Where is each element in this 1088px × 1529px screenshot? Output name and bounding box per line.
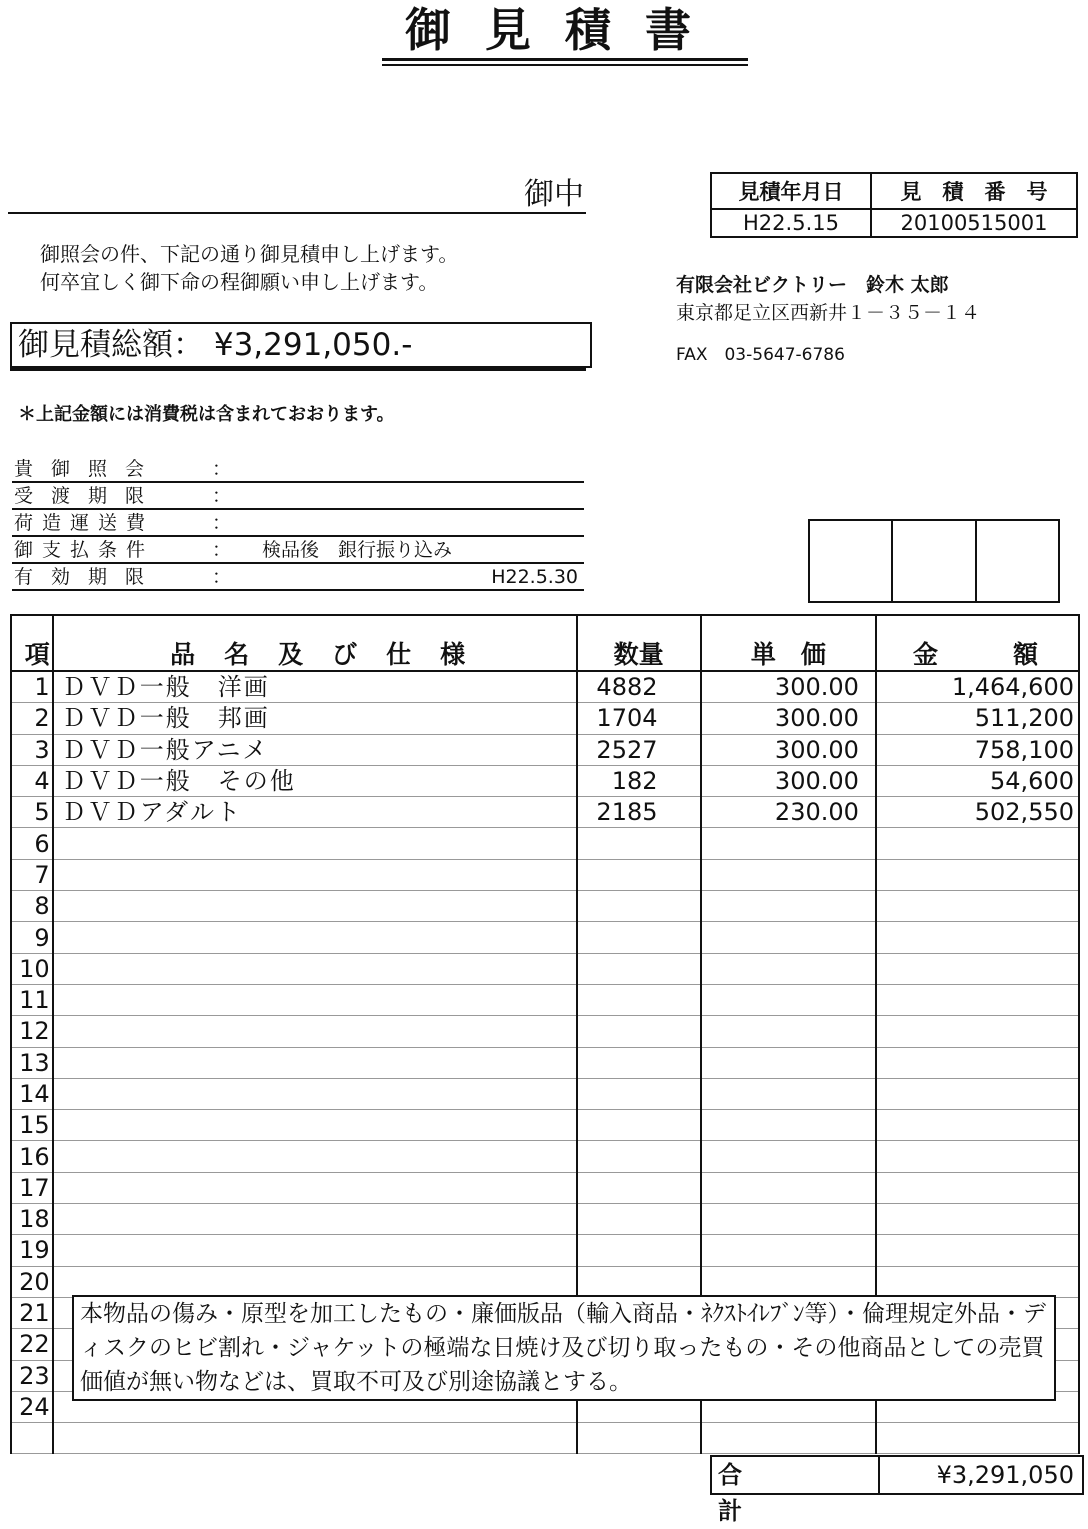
row-no: 1	[11, 671, 53, 703]
row-no: 6	[11, 828, 53, 859]
row-amount	[876, 922, 1079, 953]
row-qty	[577, 1078, 701, 1109]
row-no: 22	[11, 1329, 53, 1360]
table-row	[11, 828, 1079, 859]
row-name	[53, 984, 577, 1015]
row-qty-value: 2527	[596, 735, 658, 764]
approval-stamp-boxes	[808, 519, 1060, 603]
condition-colon: ：	[212, 566, 232, 588]
table-row	[11, 1110, 1079, 1141]
row-name	[53, 922, 577, 953]
row-price: 300.00	[701, 765, 876, 796]
greeting-line-2: 何卒宜しく御下命の程御願い申し上げます。	[40, 270, 439, 294]
table-row	[11, 1235, 1079, 1266]
row-no: 15	[11, 1110, 53, 1141]
condition-label: 貴御照会	[14, 458, 163, 480]
estimate-total-value: ¥3,291,050.-	[213, 327, 413, 363]
row-price	[701, 1016, 876, 1047]
row-name: ＤＶＤアダルト	[53, 797, 577, 828]
row-price	[701, 984, 876, 1015]
estimate-date-value: H22.5.15	[711, 209, 871, 237]
row-qty	[577, 984, 701, 1015]
row-no: 11	[11, 984, 53, 1015]
greeting-line-1: 御照会の件、下記の通り御見積申し上げます。	[40, 242, 459, 266]
row-amount: 758,100	[876, 734, 1079, 765]
table-row	[11, 671, 1079, 703]
row-no: 4	[11, 765, 53, 796]
condition-row	[12, 455, 584, 483]
table-row	[11, 891, 1079, 922]
row-name	[53, 1235, 577, 1266]
row-amount	[876, 828, 1079, 859]
recipient-underline	[8, 212, 586, 214]
row-amount	[876, 1235, 1079, 1266]
condition-colon: ：	[212, 512, 232, 534]
row-price	[701, 1235, 876, 1266]
row-qty-value: 4882	[596, 673, 658, 702]
row-amount	[876, 859, 1079, 890]
row-no: 8	[11, 891, 53, 922]
table-row	[11, 1266, 1079, 1297]
title-underline-second	[382, 64, 748, 66]
condition-colon: ：	[212, 485, 232, 507]
table-row	[11, 984, 1079, 1015]
row-price	[701, 922, 876, 953]
recipient-suffix: 御中	[524, 177, 584, 212]
condition-label: 有効期限	[14, 566, 163, 588]
condition-row	[12, 563, 584, 591]
row-name	[53, 1078, 577, 1109]
header-name: 品 名 及 び 仕 様	[53, 615, 577, 671]
sender-fax: FAX 03-5647-6786	[676, 345, 845, 365]
table-row	[11, 1172, 1079, 1203]
grand-total-value: ¥3,291,050	[936, 1461, 1074, 1489]
condition-label: 御支払条件	[14, 539, 155, 561]
row-qty	[577, 1423, 701, 1454]
condition-colon: ：	[212, 458, 232, 480]
row-name	[53, 828, 577, 859]
grand-total-box	[710, 1455, 1084, 1525]
row-qty-value: 182	[611, 767, 658, 796]
row-amount	[876, 1078, 1079, 1109]
table-row	[11, 1047, 1079, 1078]
row-amount	[876, 984, 1079, 1015]
table-row	[11, 765, 1079, 796]
row-price	[701, 828, 876, 859]
row-price	[701, 1078, 876, 1109]
row-qty	[577, 891, 701, 922]
row-no: 24	[11, 1391, 53, 1422]
row-qty	[577, 922, 701, 953]
table-row	[11, 797, 1079, 828]
row-qty	[577, 1141, 701, 1172]
condition-value: H22.5.30	[491, 566, 578, 588]
title-underline	[382, 58, 748, 61]
row-price	[701, 1141, 876, 1172]
row-qty	[577, 797, 701, 828]
estimate-date-label: 見積年月日	[711, 173, 871, 209]
table-row	[11, 1078, 1079, 1109]
row-price	[701, 1172, 876, 1203]
table-row	[11, 922, 1079, 953]
row-name: ＤＶＤ一般 その他	[53, 765, 577, 796]
row-qty	[577, 859, 701, 890]
row-name	[53, 859, 577, 890]
row-no: 13	[11, 1047, 53, 1078]
row-no: 17	[11, 1172, 53, 1203]
row-no: 3	[11, 734, 53, 765]
sender-company: 有限会社ビクトリー 鈴木 太郎	[676, 274, 949, 296]
row-no: 18	[11, 1204, 53, 1235]
row-amount	[876, 953, 1079, 984]
row-price: 230.00	[701, 797, 876, 828]
row-qty-value: 1704	[596, 704, 658, 733]
header-qty: 数量	[577, 615, 701, 671]
sender-address: 東京都足立区西新井１－３５－１４	[676, 302, 981, 324]
row-qty	[577, 1266, 701, 1297]
row-name	[53, 891, 577, 922]
row-qty-value: 2185	[596, 798, 658, 827]
row-no: 7	[11, 859, 53, 890]
row-no: 5	[11, 797, 53, 828]
row-no: 23	[11, 1360, 53, 1391]
row-amount: 54,600	[876, 765, 1079, 796]
row-price	[701, 1423, 876, 1454]
estimate-number-label: 見 積 番 号	[871, 173, 1077, 209]
row-amount	[876, 891, 1079, 922]
row-price: 300.00	[701, 671, 876, 703]
row-price	[701, 1266, 876, 1297]
grand-total-label: 合計	[712, 1457, 880, 1493]
document-title: 御見積書	[405, 3, 725, 57]
row-qty	[577, 1172, 701, 1203]
table-row	[11, 1016, 1079, 1047]
row-amount	[876, 1266, 1079, 1297]
table-row	[11, 1141, 1079, 1172]
header-amount: 金 額	[876, 615, 1079, 671]
row-price	[701, 1110, 876, 1141]
table-row	[11, 734, 1079, 765]
condition-row	[12, 482, 584, 510]
table-header-row	[11, 615, 1079, 671]
row-amount	[876, 1016, 1079, 1047]
row-qty	[577, 765, 701, 796]
row-price: 300.00	[701, 734, 876, 765]
row-amount	[876, 1047, 1079, 1078]
table-row	[11, 1204, 1079, 1235]
row-no: 2	[11, 703, 53, 734]
row-qty	[577, 1016, 701, 1047]
row-price	[701, 1047, 876, 1078]
disclaimer-note: 本物品の傷み・原型を加工したもの・廉価版品（輸入商品・ﾈｸｽﾄｲﾚﾌﾞﾝ等）・倫理規定外品・ディスクのヒビ割れ・ジャケットの極端な日焼け及び切り取ったもの・その他商品としての売買価値が無い物などは、買取不可及び別途協議とする。	[72, 1295, 1056, 1401]
row-name: ＤＶＤ一般 洋画	[53, 671, 577, 703]
row-name	[53, 1016, 577, 1047]
row-qty	[577, 828, 701, 859]
condition-row	[12, 509, 584, 537]
total-underline	[10, 368, 586, 371]
row-qty	[577, 1204, 701, 1235]
row-price	[701, 859, 876, 890]
row-qty	[577, 1110, 701, 1141]
row-amount	[876, 1110, 1079, 1141]
table-row	[11, 859, 1079, 890]
row-no: 20	[11, 1266, 53, 1297]
estimate-total-box	[10, 322, 592, 368]
row-name: ＤＶＤ一般 邦画	[53, 703, 577, 734]
estimate-meta-table	[710, 172, 1078, 238]
row-amount: 1,464,600	[876, 671, 1079, 703]
row-amount	[876, 1172, 1079, 1203]
row-qty	[577, 1047, 701, 1078]
row-no: 19	[11, 1235, 53, 1266]
row-qty	[577, 703, 701, 734]
row-qty	[577, 1235, 701, 1266]
stamp-box	[810, 521, 893, 601]
table-row	[11, 703, 1079, 734]
row-amount: 502,550	[876, 797, 1079, 828]
row-no	[11, 1423, 53, 1454]
row-amount	[876, 1423, 1079, 1454]
row-no: 10	[11, 953, 53, 984]
condition-label: 荷造運送費	[14, 512, 155, 534]
stamp-box	[893, 521, 976, 601]
estimate-total-label: 御見積総額：	[18, 327, 204, 363]
estimate-number-value: 20100515001	[871, 209, 1077, 237]
row-qty	[577, 671, 701, 703]
header-no: 項	[11, 615, 53, 671]
row-name	[53, 1141, 577, 1172]
row-price	[701, 953, 876, 984]
row-amount	[876, 1141, 1079, 1172]
row-name	[53, 1423, 577, 1454]
row-name: ＤＶＤ一般アニメ	[53, 734, 577, 765]
row-name	[53, 1110, 577, 1141]
row-name	[53, 953, 577, 984]
row-no: 14	[11, 1078, 53, 1109]
row-qty	[577, 953, 701, 984]
condition-row	[12, 536, 584, 564]
row-name	[53, 1047, 577, 1078]
condition-value: 検品後 銀行振り込み	[262, 539, 453, 561]
row-amount	[876, 1204, 1079, 1235]
row-no: 12	[11, 1016, 53, 1047]
tax-note: ＊上記金額には消費税は含まれておおります。	[18, 404, 395, 425]
table-row	[11, 1423, 1079, 1454]
row-no: 9	[11, 922, 53, 953]
stamp-box	[977, 521, 1058, 601]
table-row	[11, 953, 1079, 984]
row-name	[53, 1266, 577, 1297]
row-price	[701, 1204, 876, 1235]
condition-colon: ：	[212, 539, 232, 561]
header-price: 単 価	[701, 615, 876, 671]
row-price	[701, 891, 876, 922]
row-qty	[577, 734, 701, 765]
row-no: 21	[11, 1297, 53, 1328]
row-amount: 511,200	[876, 703, 1079, 734]
row-price: 300.00	[701, 703, 876, 734]
row-name	[53, 1204, 577, 1235]
row-name	[53, 1172, 577, 1203]
row-no: 16	[11, 1141, 53, 1172]
condition-label: 受渡期限	[14, 485, 163, 507]
